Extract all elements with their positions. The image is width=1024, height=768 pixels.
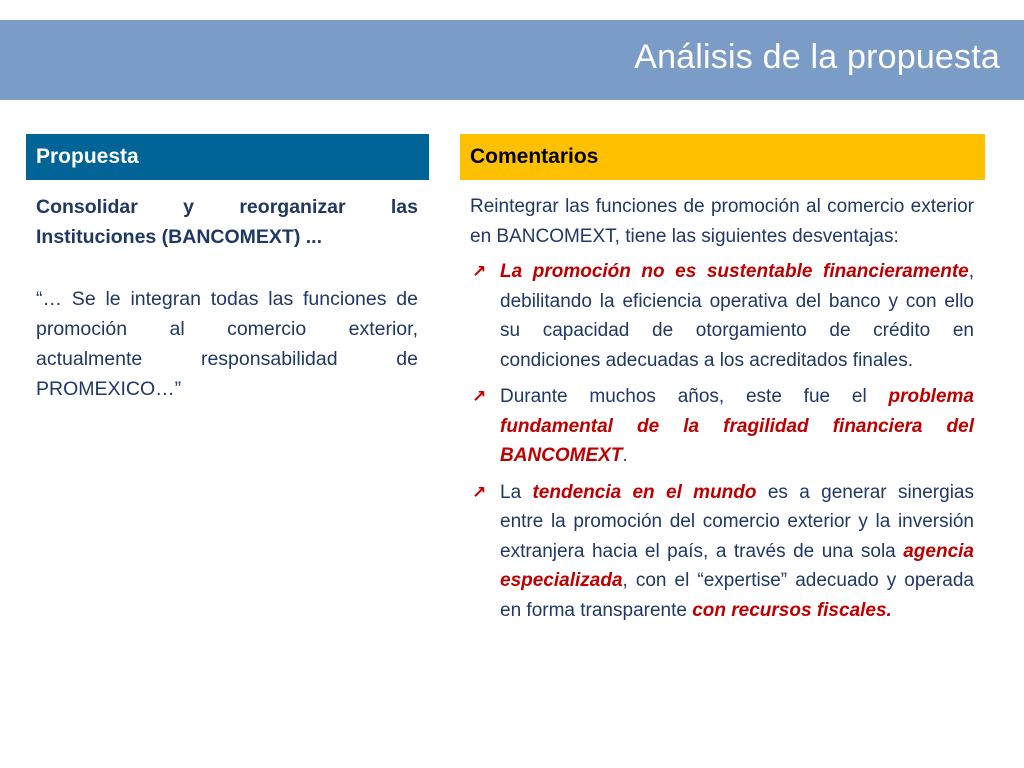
arrow-up-right-icon: ↗ (472, 387, 487, 406)
bullet-item-3 (470, 478, 974, 626)
bullet-item-1 (470, 257, 974, 375)
bullet-3-emphasis-1: tendencia en el mundo (532, 481, 757, 503)
bullet-2-text-1: Durante muchos años, este fue el (500, 386, 889, 407)
bullet-3-emphasis-2: agencia especializada (500, 540, 974, 591)
propuesta-heading: Consolidar y reorganizar las Instituciones (BANCOMEXT) ... (36, 196, 418, 248)
arrow-up-right-icon: ↗ (472, 262, 487, 281)
comentarios-intro: Reintegrar las funciones de promoción al comercio exterior en BANCOMEXT, tiene las siguientes desventajas: (470, 196, 974, 247)
bullet-1-text: , debilitando la eficiencia operativa del banco y con ello su capacidad de otorgamiento de crédito en condiciones adecuadas a los acreditados finales. (500, 261, 974, 371)
bullet-2-text-2: . (622, 445, 628, 466)
slide-title: Análisis de la propuesta (634, 38, 1000, 76)
bullet-item-2 (470, 382, 974, 471)
bullet-1-emphasis: La promoción no es sustentable financieramente (500, 261, 969, 282)
comentarios-header: Comentarios (460, 134, 985, 180)
bullet-3-text-1: La (500, 481, 533, 503)
propuesta-quote: “… Se le integran todas las funciones de promoción al comercio exterior, actualmente responsabilidad de PROMEXICO…” (36, 288, 418, 400)
bullet-3-text-2: es a generar sinergias entre la promoción del comercio exterior y la inversión extranjera hacia el país, a través de una sola (500, 481, 974, 562)
comentarios-body (470, 192, 974, 632)
title-bar (0, 20, 1024, 100)
bullet-2-emphasis: problema fundamental de la fragilidad financiera del BANCOMEXT (500, 386, 974, 466)
propuesta-header: Propuesta (26, 134, 429, 180)
propuesta-body (36, 192, 418, 404)
bullet-3-emphasis-3: con recursos fiscales. (692, 599, 892, 621)
bullet-3-text-3: , con el “expertise” adecuado y operada en forma transparente (500, 570, 974, 621)
arrow-up-right-icon: ↗ (472, 482, 487, 502)
